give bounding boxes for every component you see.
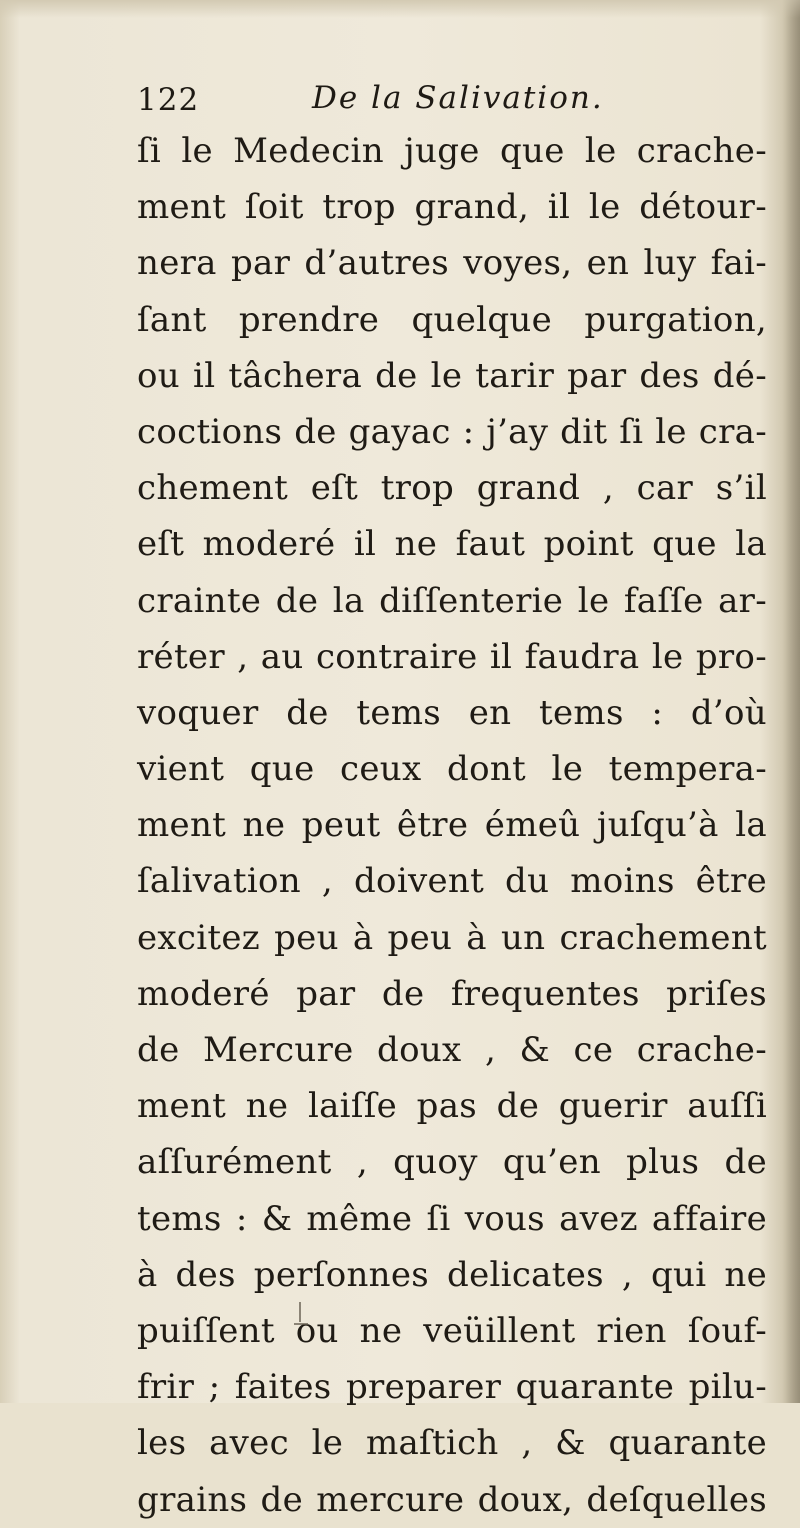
text-line: voquer de tems en tems : d’où: [137, 692, 767, 733]
page-gutter-edge: [782, 0, 800, 1403]
text-line: coctions de gayac : j’ay dit ſi le cra-: [137, 411, 767, 452]
text-line: les avec le maſtich , & quarante: [137, 1423, 767, 1464]
text-line: moderé par de frequentes priſes: [137, 973, 767, 1014]
text-line: ou il tâchera de le tarir par des dé-: [137, 355, 767, 396]
text-line: ſalivation , doivent du moins être: [137, 861, 767, 902]
text-line: nera par d’autres voyes, en luy fai-: [137, 243, 767, 284]
text-line: puiſſent ou ne veüillent rien ſouf-: [137, 1310, 767, 1351]
signature-mark-icon: [286, 1300, 316, 1330]
text-line: tems : & même ſi vous avez affaire: [137, 1198, 767, 1239]
page-top-shadow: [0, 0, 800, 18]
page-number: 122: [137, 82, 200, 118]
text-line: ment ne peut être émeû juſqu’à la: [137, 805, 767, 846]
text-line: vient que ceux dont le tempera-: [137, 749, 767, 790]
text-line: réter , au contraire il faudra le pro-: [137, 636, 767, 677]
text-line: ment ne laiſſe pas de guerir auſſi: [137, 1086, 767, 1127]
text-line: aſſurément , quoy qu’en plus de: [137, 1142, 767, 1183]
text-line: de Mercure doux , & ce crache-: [137, 1030, 767, 1070]
text-line: crainte de la diſſenterie le faſſe ar-: [137, 580, 767, 621]
text-line: eſt moderé il ne faut point que la: [137, 524, 767, 565]
text-line: chement eſt trop grand , car s’il: [137, 468, 767, 509]
text-line: frir ; faites preparer quarante pilu-: [137, 1367, 767, 1408]
text-line: grains de mercure doux, deſquelles: [137, 1479, 767, 1520]
page-header: [137, 78, 757, 128]
text-line: ſi le Medecin juge que le crache-: [137, 131, 767, 171]
text-line: ment ſoit trop grand, il le détour-: [137, 187, 767, 228]
running-head: De la Salivation.: [312, 80, 604, 116]
text-line: excitez peu à peu à un crachement: [137, 917, 767, 958]
body-text: [137, 123, 767, 1528]
text-line: à des perſonnes delicates , qui ne: [137, 1254, 767, 1295]
text-line: ſant prendre quelque purgation,: [137, 299, 767, 340]
